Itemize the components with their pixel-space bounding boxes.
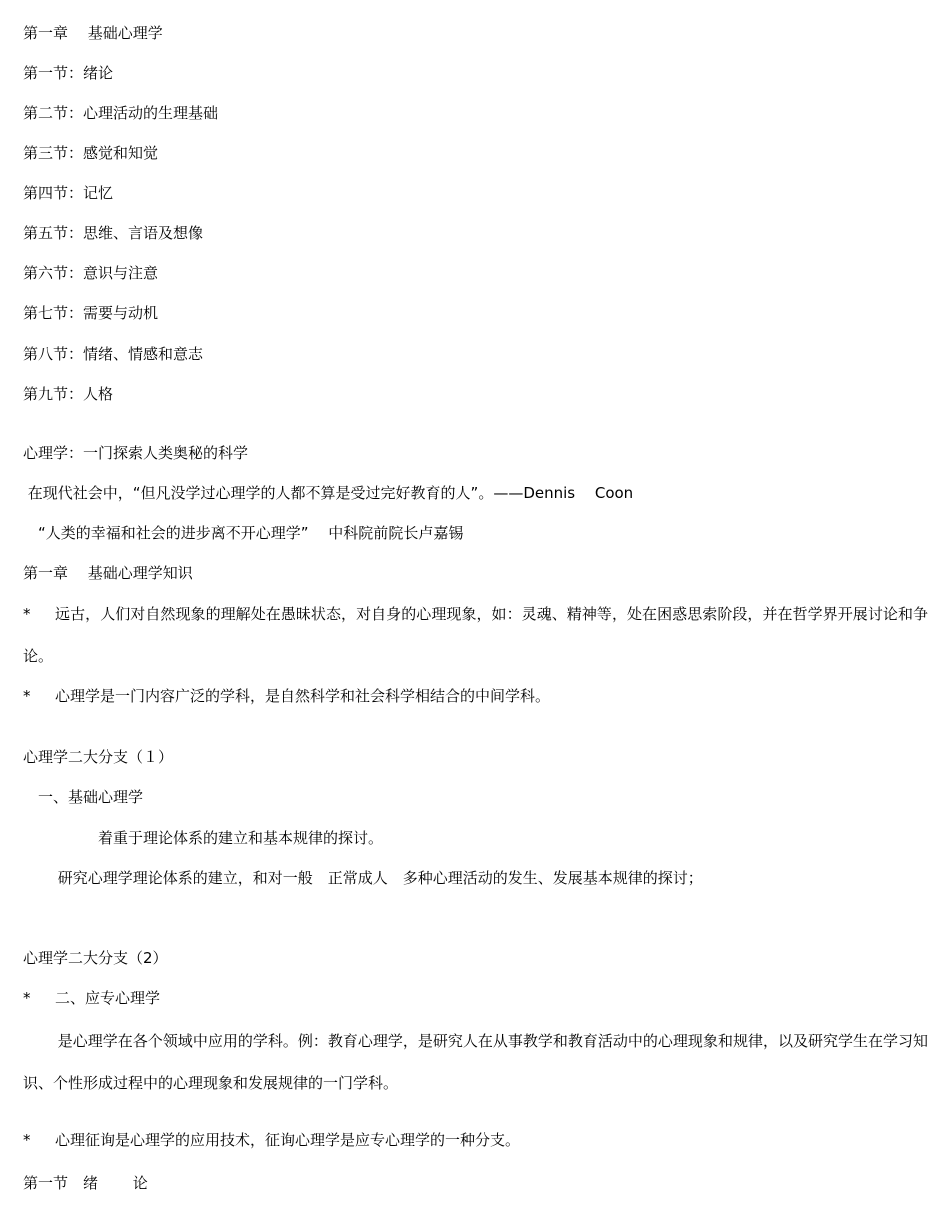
bullet-marker: * (23, 989, 31, 1007)
branch1-subtitle: 一、基础心理学 (23, 788, 144, 806)
paragraph-text: 远古，人们对自然现象的理解处在愚昧状态，对自身的心理现象，如：灵魂、精神等，处在困惑思索阶段，并在哲学界开展讨论和争论。 (23, 605, 928, 665)
intro-title: 心理学：一门探索人类奥秘的科学 (23, 444, 249, 462)
bullet-marker: * (23, 687, 31, 705)
section1-title: 第一节 绪 论 (23, 1174, 148, 1192)
branch1-title: 心理学二大分支（１） (23, 748, 174, 766)
bullet-marker: * (23, 605, 31, 623)
branch2-note (23, 1130, 520, 1150)
intro-paragraph-ancient (23, 593, 928, 677)
subtitle-text: 二、应专心理学 (55, 989, 161, 1007)
branch2-paragraph: 是心理学在各个领域中应用的学科。例：教育心理学，是研究人在从事教学和教育活动中的心理现象和规律，以及研究学生在学习知识、个性形成过程中的心理现象和发展规律的一门学科。 (23, 1032, 928, 1092)
chapter-heading: 第一章 基础心理学知识 (23, 564, 193, 582)
toc-section-2: 第二节：心理活动的生理基础 (23, 104, 219, 122)
toc-section-3: 第三节：感觉和知觉 (23, 144, 159, 162)
branch1-description-long: 研究心理学理论体系的建立，和对一般 正常成人 多种心理活动的发生、发展基本规律的探讨； (23, 869, 703, 887)
toc-section-8: 第八节：情绪、情感和意志 (23, 345, 204, 363)
bullet-marker: * (23, 1131, 31, 1149)
branch2-title: 心理学二大分支（2） (23, 949, 168, 967)
intro-quote-lu: “人类的幸福和社会的进步离不开心理学” 中科院前院长卢嘉锡 (23, 524, 464, 542)
intro-quote-coon: 在现代社会中，“但凡没学过心理学的人都不算是受过完好教育的人”。——Dennis Coon (23, 484, 634, 502)
toc-section-1: 第一节：绪论 (23, 64, 114, 82)
toc-section-9: 第九节：人格 (23, 385, 114, 403)
note-text: 心理征询是心理学的应用技术，征询心理学是应专心理学的一种分支。 (55, 1131, 521, 1149)
toc-chapter-title: 第一章 基础心理学 (23, 24, 163, 42)
paragraph-text: 心理学是一门内容广泛的学科，是自然科学和社会科学相结合的中间学科。 (55, 687, 551, 705)
toc-section-5: 第五节：思维、言语及想像 (23, 224, 204, 242)
toc-section-6: 第六节：意识与注意 (23, 264, 159, 282)
branch1-description-short: 着重于理论体系的建立和基本规律的探讨。 (23, 829, 384, 847)
toc-section-7: 第七节：需要与动机 (23, 304, 159, 322)
toc-section-4: 第四节：记忆 (23, 184, 114, 202)
intro-paragraph-discipline (23, 686, 550, 706)
branch2-subtitle (23, 988, 160, 1008)
